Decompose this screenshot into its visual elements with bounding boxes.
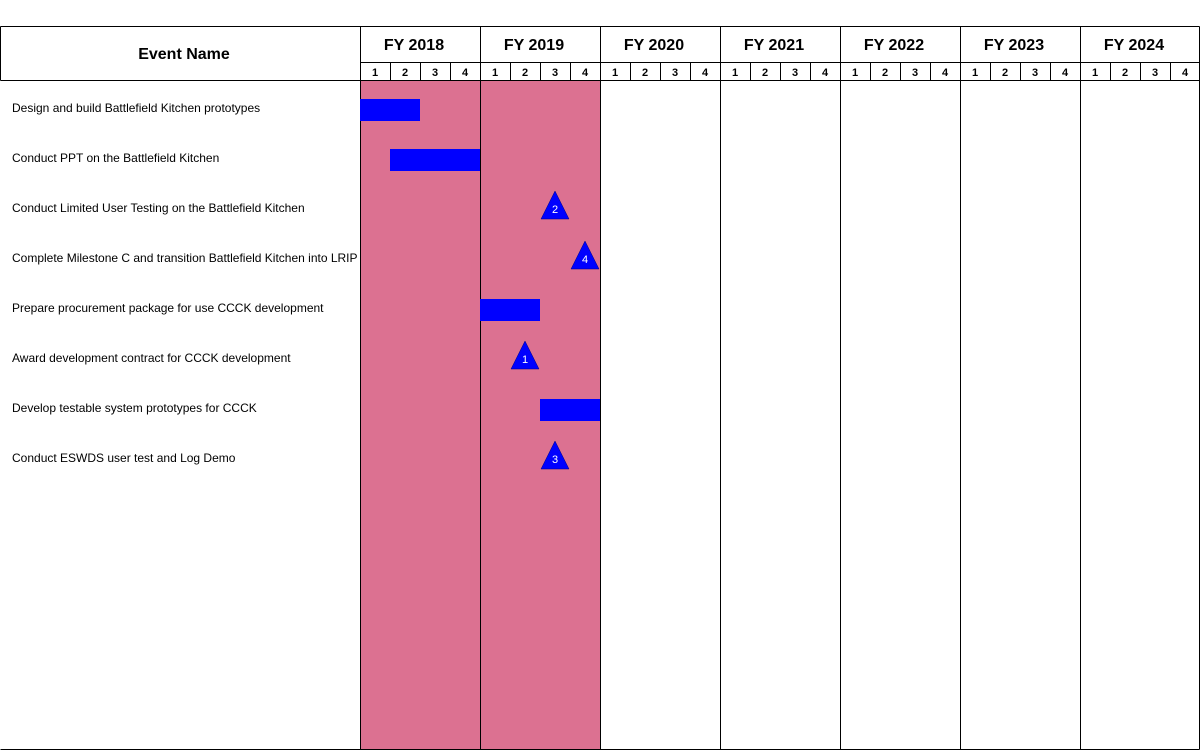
quarter-label: 1	[611, 67, 619, 79]
event-bar	[360, 99, 420, 121]
fiscal-year-label: FY 2018	[383, 37, 445, 54]
event-name: Complete Milestone C and transition Battlefield Kitchen into LRIP	[12, 251, 358, 265]
event-name: Prepare procurement package for use CCCK development	[12, 301, 324, 315]
milestone-label: 3	[551, 454, 559, 466]
quarter-label: 2	[761, 67, 769, 79]
event-bar	[390, 149, 480, 171]
quarter-label: 2	[881, 67, 889, 79]
quarter-label: 3	[911, 67, 919, 79]
highlight-fy-2018	[360, 80, 480, 749]
quarter-label: 4	[821, 67, 829, 79]
quarter-label: 4	[1181, 67, 1189, 79]
quarter-label: 2	[1001, 67, 1009, 79]
milestone-label: 4	[581, 254, 589, 266]
quarter-label: 4	[581, 67, 589, 79]
fiscal-year-label: FY 2023	[983, 37, 1045, 54]
quarter-label: 2	[1121, 67, 1129, 79]
quarter-label: 4	[461, 67, 469, 79]
event-name: Conduct PPT on the Battlefield Kitchen	[12, 151, 220, 165]
quarter-label: 1	[491, 67, 499, 79]
fiscal-year-label: FY 2019	[503, 37, 565, 54]
quarter-label: 2	[401, 67, 409, 79]
milestone-label: 1	[521, 354, 529, 366]
fiscal-year-label: FY 2020	[623, 37, 685, 54]
event-name: Develop testable system prototypes for CCCK	[12, 401, 257, 415]
quarter-label: 2	[521, 67, 529, 79]
event-name: Conduct ESWDS user test and Log Demo	[12, 451, 236, 465]
event-bar	[540, 399, 600, 421]
fiscal-year-label: FY 2024	[1103, 37, 1165, 54]
quarter-label: 3	[671, 67, 679, 79]
quarter-label: 2	[641, 67, 649, 79]
quarter-label: 1	[371, 67, 379, 79]
quarter-label: 1	[1091, 67, 1099, 79]
milestone-label: 2	[551, 204, 559, 216]
event-name: Design and build Battlefield Kitchen prototypes	[12, 101, 261, 115]
quarter-label: 3	[551, 67, 559, 79]
quarter-label: 3	[1031, 67, 1039, 79]
event-name-header: Event Name	[138, 46, 230, 63]
quarter-label: 1	[851, 67, 859, 79]
quarter-label: 3	[791, 67, 799, 79]
fiscal-year-label: FY 2021	[743, 37, 805, 54]
quarter-label: 4	[1061, 67, 1069, 79]
event-name: Award development contract for CCCK development	[12, 351, 291, 365]
quarter-label: 4	[701, 67, 709, 79]
fiscal-year-label: FY 2022	[863, 37, 925, 54]
quarter-label: 1	[731, 67, 739, 79]
quarter-label: 1	[971, 67, 979, 79]
quarter-label: 4	[941, 67, 949, 79]
quarter-label: 3	[431, 67, 439, 79]
quarter-label: 3	[1151, 67, 1159, 79]
event-bar	[480, 299, 540, 321]
event-name: Conduct Limited User Testing on the Battlefield Kitchen	[12, 201, 305, 215]
